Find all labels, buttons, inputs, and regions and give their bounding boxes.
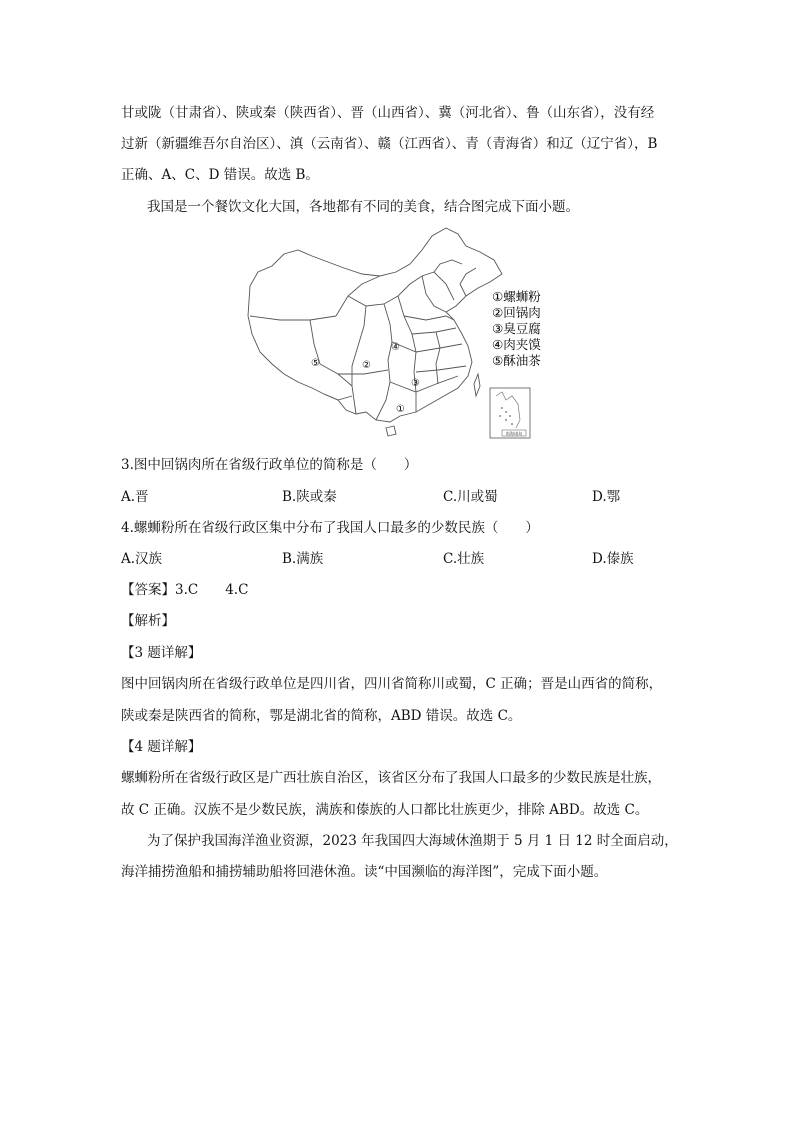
intro-text: 我国是一个餐饮文化大国，各地都有不同的美食，结合图完成下面小题。 — [147, 199, 579, 215]
answer-line: 【答案】3.C 4.C — [121, 582, 249, 598]
option-a: A.晋 — [121, 489, 149, 505]
option-a: A.汉族 — [121, 551, 163, 567]
legend-item: ①螺蛳粉 — [492, 289, 541, 304]
text-line: 陕或秦是陕西省的简称，鄂是湖北省的简称，ABD 错误。故选 C。 — [121, 708, 522, 724]
question-stem: 3.图中回锅肉所在省级行政单位的简称是（ ） — [121, 457, 418, 473]
legend-item: ②回锅肉 — [492, 305, 541, 320]
map-outline — [248, 228, 502, 436]
option-c: C.壮族 — [443, 551, 485, 567]
marker-4: ④ — [391, 342, 400, 353]
question-stem: 4.螺蛳粉所在省级行政区集中分布了我国人口最多的少数民族（ ） — [121, 520, 539, 536]
south-china-sea-inset — [490, 388, 530, 438]
map-legend — [492, 289, 541, 368]
text-line: 为了保护我国海洋渔业资源，2023 年我国四大海域休渔期于 5 月 1 日 12 时全面启动， — [147, 833, 678, 849]
analysis-heading: 【解析】 — [121, 613, 175, 629]
text-line: 故 C 正确。汉族不是少数民族，满族和傣族的人口都比壮族更少，排除 ABD。故选 C。 — [121, 802, 649, 818]
option-d: D.傣族 — [592, 551, 634, 567]
option-b: B.满族 — [282, 551, 324, 567]
marker-1: ① — [396, 404, 405, 415]
legend-item: ③臭豆腐 — [492, 321, 541, 336]
option-b: B.陕或秦 — [282, 489, 337, 505]
marker-2: ② — [362, 360, 371, 371]
marker-3: ③ — [411, 378, 420, 389]
detail-heading: 【3 题详解】 — [121, 645, 202, 661]
text-line: 甘或陇（甘肃省）、陕或秦（陕西省）、晋（山西省）、冀（河北省）、鲁（山东省），没有经 — [121, 105, 655, 121]
option-d: D.鄂 — [592, 489, 621, 505]
option-c: C.川或蜀 — [443, 489, 498, 505]
text-line: 正确、A、C、D 错误。故选 B。 — [121, 167, 319, 183]
text-line: 螺蛳粉所在省级行政区是广西壮族自治区，该省区分布了我国人口最多的少数民族是壮族， — [121, 770, 661, 786]
text-line: 图中回锅肉所在省级行政单位是四川省，四川省简称川或蜀，C 正确；晋是山西省的简称， — [121, 676, 663, 692]
china-map-figure — [240, 224, 556, 442]
inset-label: 南海诸岛 — [505, 431, 523, 436]
legend-item: ⑤酥油茶 — [492, 353, 541, 368]
marker-5: ⑤ — [311, 358, 320, 369]
legend-item: ④肉夹馍 — [492, 337, 541, 352]
detail-heading: 【4 题详解】 — [121, 739, 202, 755]
text-line: 海洋捕捞渔船和捕捞辅助船将回港休渔。读“中国濒临的海洋图”，完成下面小题。 — [121, 864, 608, 880]
text-line: 过新（新疆维吾尔自治区）、滇（云南省）、赣（江西省）、青（青海省）和辽（辽宁省），B — [121, 136, 658, 152]
